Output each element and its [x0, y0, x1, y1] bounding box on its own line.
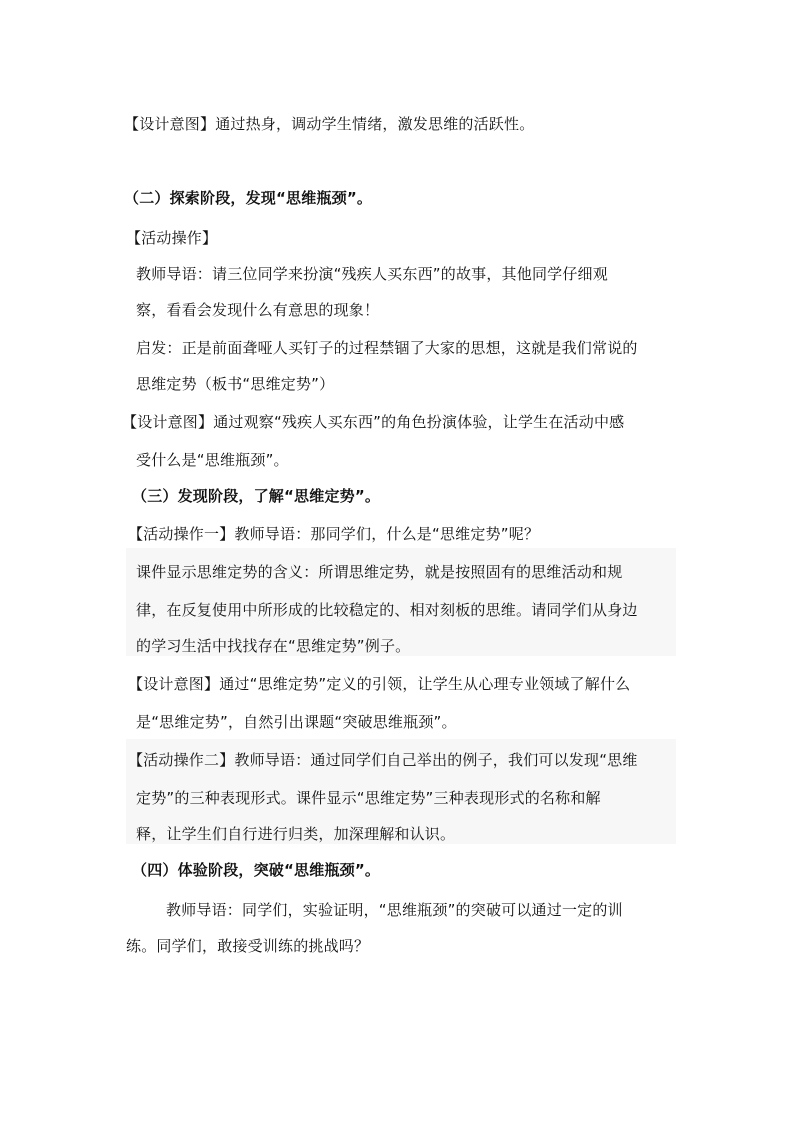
- design-intent-definition-line-1: 【设计意图】通过“思维定势”定义的引领，让学生从心理专业领域了解什么: [128, 675, 631, 693]
- design-intent-roleplay-line-1: 【设计意图】通过观察“残疾人买东西”的角色扮演体验，让学生在活动中感: [122, 413, 625, 431]
- inspiration-line-1: 启发：正是前面聋哑人买钉子的过程禁锢了大家的思想，这就是我们常说的: [136, 339, 638, 357]
- definition-line-3: 的学习生活中找找存在“思维定势”例子。: [136, 637, 411, 655]
- definition-line-2: 律，在反复使用中所形成的比较稳定的、相对刻板的思维。请同学们从身边: [136, 601, 638, 619]
- experience-guide-line-1: 教师导语：同学们，实验证明，“思维瓶颈”的突破可以通过一定的训: [166, 901, 623, 919]
- activity-two-line-1: 【活动操作二】教师导语：通过同学们自己举出的例子，我们可以发现“思维: [128, 751, 638, 769]
- teacher-guide-line-1: 教师导语：请三位同学来扮演“残疾人买东西”的故事，其他同学仔细观: [136, 265, 608, 283]
- activity-two-line-2: 定势”的三种表现形式。课件显示“思维定势”三种表现形式的名称和解: [136, 789, 601, 807]
- experience-guide-line-2: 练。同学们，敢接受训练的挑战吗？: [126, 937, 370, 955]
- section-heading-experience: （四）体验阶段，突破“思维瓶颈”。: [132, 861, 381, 879]
- activity-label: 【活动操作】: [126, 229, 218, 247]
- section-heading-explore: （二）探索阶段，发现“思维瓶颈”。: [124, 189, 373, 207]
- inspiration-line-2: 思维定势（板书“思维定势”）: [136, 375, 335, 393]
- definition-line-1: 课件显示思维定势的含义：所谓思维定势，就是按照固有的思维活动和规: [136, 563, 623, 581]
- activity-two-line-3: 释，让学生们自行进行归类，加深理解和认识。: [136, 825, 456, 843]
- section-heading-discover: （三）发现阶段，了解“思维定势”。: [132, 487, 381, 505]
- activity-one-line: 【活动操作一】教师导语：那同学们，什么是“思维定势”呢？: [128, 525, 540, 543]
- teacher-guide-line-2: 察，看看会发现什么有意思的现象！: [136, 301, 380, 319]
- design-intent-warmup: 【设计意图】通过热身，调动学生情绪，激发思维的活跃性。: [124, 115, 535, 133]
- design-intent-definition-line-2: 是“思维定势”，自然引出课题“突破思维瓶颈”。: [136, 713, 457, 731]
- design-intent-roleplay-line-2: 受什么是“思维瓶颈”。: [136, 451, 289, 469]
